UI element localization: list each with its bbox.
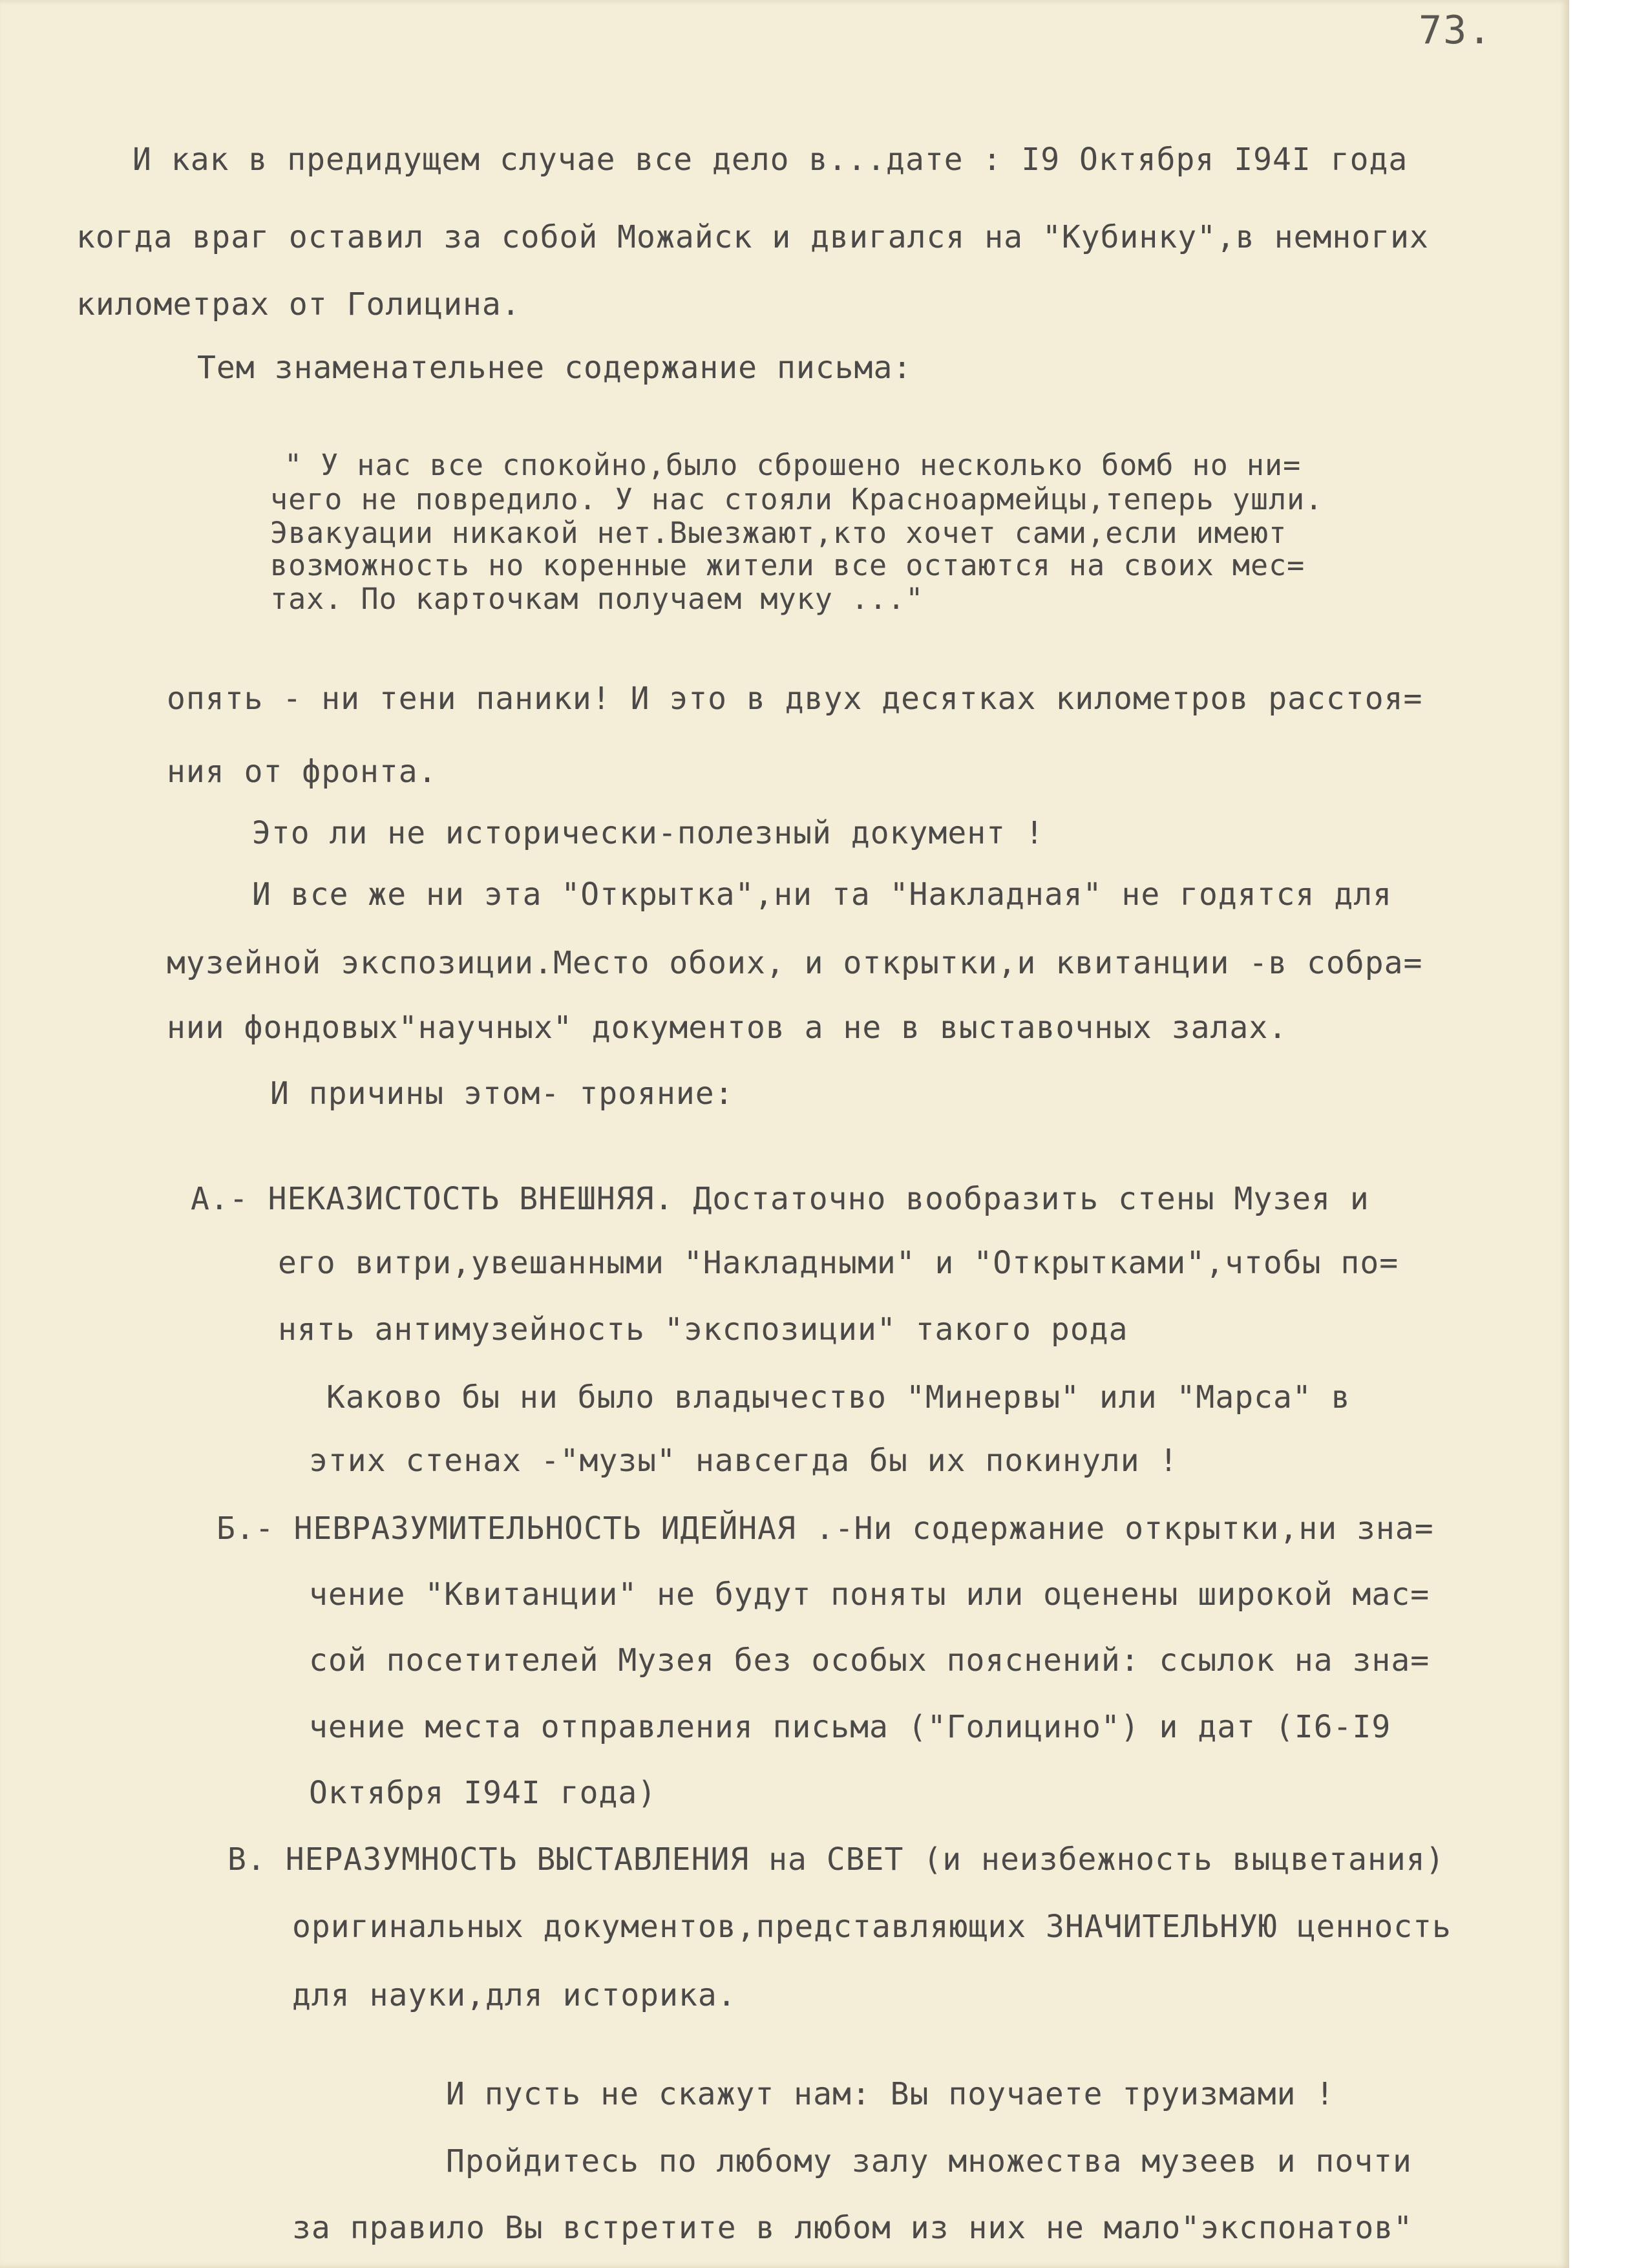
text-line: за правило Вы встретите в любом из них не мало"экспонатов"	[292, 2210, 1413, 2246]
quote-line: тах. По карточкам получаем муку ..."	[270, 582, 924, 616]
text-line: ния от фронта.	[167, 754, 438, 790]
text-line: когда враг оставил за собой Можайск и двигался на "Кубинку",в немногих	[76, 219, 1429, 255]
text-line: его витри,увешанными "Накладными" и "Открытками",чтобы по=	[278, 1245, 1399, 1281]
quote-line: чего не повредило. У нас стояли Красноармейцы,теперь ушли.	[270, 482, 1324, 516]
quote-line: возможность но коренные жители все остаются на своих мес=	[270, 548, 1305, 582]
text-line: А.- НЕКАЗИСТОСТЬ ВНЕШНЯЯ. Достаточно вообразить стены Музея и	[191, 1181, 1369, 1217]
text-line: Пройдитесь по любому залу множества музеев и почти	[446, 2143, 1412, 2179]
text-line: музейной экспозиции.Место обоих, и открытки,и квитанции -в собра=	[167, 945, 1423, 981]
text-line: нять антимузейность "экспозиции" такого рода	[278, 1311, 1128, 1348]
text-line: Каково бы ни было владычество "Минервы" или "Марса" в	[326, 1379, 1351, 1415]
text-line: нии фондовых"научных" документов а не в выставочных залах.	[167, 1010, 1288, 1046]
page-number: 73.	[1419, 8, 1493, 53]
quote-line: Эвакуации никакой нет.Выезжают,кто хочет сами,если имеют	[270, 516, 1287, 550]
text-line: В. НЕРАЗУМНОСТЬ ВЫСТАВЛЕНИЯ на СВЕТ (и неизбежность выцветания)	[227, 1841, 1445, 1878]
text-line: И как в предидущем случае все дело в...дате : I9 Октября I94I года	[132, 142, 1408, 178]
text-line: Октября I94I года)	[309, 1775, 657, 1811]
text-line: чение "Квитанции" не будут поняты или оценены широкой мас=	[309, 1576, 1430, 1613]
text-line: этих стенах -"музы" навсегда бы их покинули !	[309, 1443, 1179, 1479]
text-line: опять - ни тени паники! И это в двух десятках километров расстоя=	[167, 681, 1423, 717]
text-line: оригинальных документов,представляющих ЗНАЧИТЕЛЬНУЮ ценность	[292, 1909, 1452, 1945]
text-line: И все же ни эта "Открытка",ни та "Накладная" не годятся для	[252, 876, 1393, 913]
text-line: чение места отправления письма ("Голицино") и дат (I6-I9	[309, 1709, 1391, 1745]
text-line: Тем знаменательнее содержание письма:	[197, 350, 913, 386]
text-line: сой посетителей Музея без особых пояснений: ссылок на зна=	[309, 1642, 1430, 1679]
quote-line: " У нас все спокойно,было сброшено несколько бомб но ни=	[284, 448, 1302, 482]
text-line: Б.- НЕВРАЗУМИТЕЛЬНОСТЬ ИДЕЙНАЯ .-Ни содержание открытки,ни зна=	[217, 1510, 1434, 1547]
text-line: Это ли не исторически-полезный документ !	[252, 815, 1044, 851]
text-line: И пусть не скажут нам: Вы поучаете труизмами !	[446, 2076, 1335, 2112]
text-line: для науки,для историка.	[292, 1977, 737, 2013]
text-line: километрах от Голицина.	[76, 286, 521, 323]
text-line: И причины этом- трояние:	[270, 1076, 734, 1112]
